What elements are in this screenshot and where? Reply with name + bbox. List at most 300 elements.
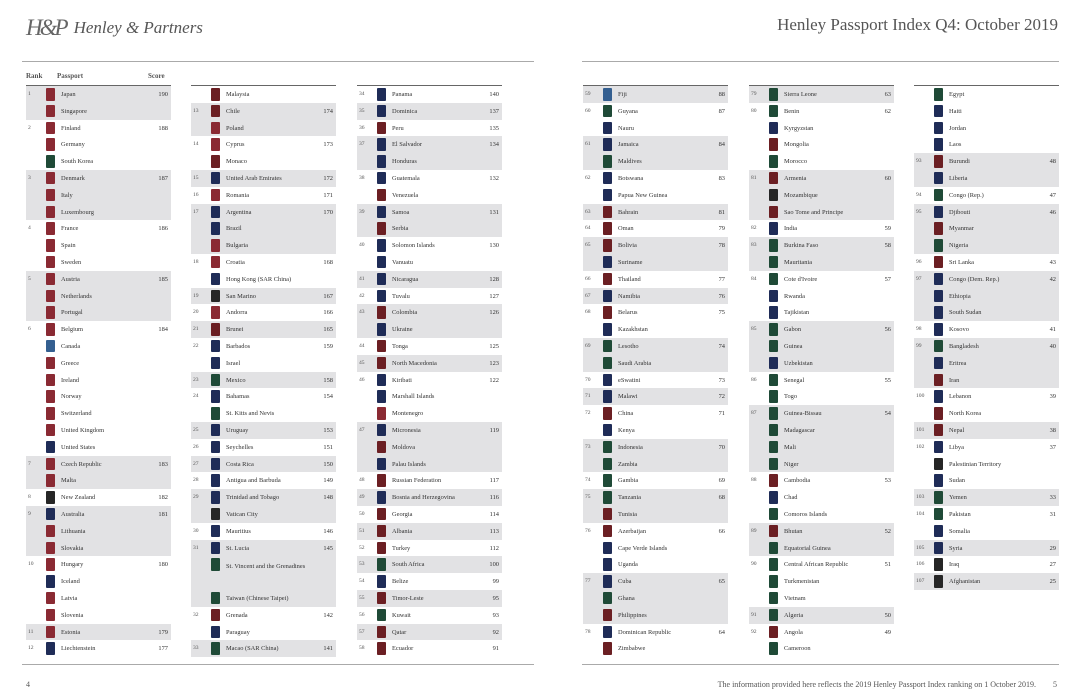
table-row [583, 86, 728, 103]
table-row [191, 355, 336, 372]
passport-cover-icon [211, 424, 220, 437]
table-row [583, 489, 728, 506]
country-name: United Arab Emirates [226, 174, 282, 182]
country-name: Guatemala [392, 174, 420, 182]
table-row [749, 405, 894, 422]
score-value: 117 [489, 477, 499, 485]
table-row [749, 489, 894, 506]
rank-value: 106 [916, 561, 925, 568]
table-row [26, 372, 171, 389]
score-value: 37 [1049, 443, 1056, 451]
country-name: Libya [949, 443, 964, 451]
table-row [26, 237, 171, 254]
passport-cover-icon [211, 122, 220, 135]
passport-cover-icon [769, 626, 778, 639]
table-row [749, 103, 894, 120]
country-name: Togo [784, 393, 798, 401]
country-name: Estonia [61, 628, 81, 636]
rank-value: 42 [359, 292, 365, 299]
country-name: Kuwait [392, 611, 411, 619]
country-name: Australia [61, 510, 85, 518]
table-row [914, 271, 1059, 288]
country-name: Sri Lanka [949, 258, 975, 266]
score-value: 148 [323, 494, 333, 502]
country-name: Hungary [61, 561, 84, 569]
passport-cover-icon [603, 458, 612, 471]
rank-value: 82 [751, 225, 757, 232]
country-name: Vietnam [784, 594, 806, 602]
table-row [191, 237, 336, 254]
country-name: Guinea [784, 342, 803, 350]
passport-cover-icon [377, 206, 386, 219]
passport-cover-icon [934, 239, 943, 252]
passport-cover-icon [377, 138, 386, 151]
passport-cover-icon [46, 642, 55, 655]
table-row [749, 237, 894, 254]
rank-value: 103 [916, 494, 925, 501]
passport-cover-icon [377, 558, 386, 571]
table-row [749, 472, 894, 489]
score-value: 92 [492, 628, 499, 636]
table-row [357, 355, 502, 372]
rank-value: 98 [916, 326, 922, 333]
country-name: Bhutan [784, 527, 803, 535]
score-value: 135 [489, 124, 499, 132]
table-row [191, 103, 336, 120]
passport-cover-icon [769, 172, 778, 185]
table-row [357, 204, 502, 221]
rank-value: 97 [916, 275, 922, 282]
table-row [914, 355, 1059, 372]
rank-value: 33 [193, 645, 199, 652]
passport-cover-icon [46, 138, 55, 151]
table-row [26, 86, 171, 103]
passport-cover-icon [211, 155, 220, 168]
country-name: Tanzania [618, 494, 641, 502]
table-row [191, 338, 336, 355]
table-row [357, 607, 502, 624]
passport-cover-icon [603, 424, 612, 437]
passport-cover-icon [934, 105, 943, 118]
rank-value: 44 [359, 342, 365, 349]
country-name: Bosnia and Herzegovina [392, 494, 455, 502]
passport-cover-icon [603, 155, 612, 168]
passport-cover-icon [934, 357, 943, 370]
country-name: Tunisia [618, 510, 637, 518]
country-name: Uzbekistan [784, 359, 813, 367]
ranking-column [749, 86, 894, 657]
rank-value: 1 [28, 91, 31, 97]
rank-value: 40 [359, 242, 365, 249]
passport-cover-icon [211, 239, 220, 252]
country-name: Lebanon [949, 393, 972, 401]
table-row [26, 624, 171, 641]
country-name: Czech Republic [61, 460, 102, 468]
passport-cover-icon [934, 155, 943, 168]
country-name: Equatorial Guinea [784, 544, 831, 552]
passport-cover-icon [377, 290, 386, 303]
table-row [583, 136, 728, 153]
rank-value: 63 [585, 208, 591, 215]
score-value: 183 [158, 460, 168, 468]
score-value: 43 [1049, 258, 1056, 266]
table-row [357, 136, 502, 153]
country-name: Laos [949, 141, 962, 149]
score-value: 64 [718, 628, 725, 636]
country-name: Norway [61, 393, 82, 401]
table-row [26, 523, 171, 540]
table-row [357, 120, 502, 137]
table-row [583, 204, 728, 221]
score-value: 33 [1049, 494, 1056, 502]
table-row [749, 271, 894, 288]
score-value: 81 [718, 208, 725, 216]
table-row [191, 422, 336, 439]
country-name: Indonesia [618, 443, 643, 451]
passport-cover-icon [211, 105, 220, 118]
score-value: 74 [718, 342, 725, 350]
score-value: 51 [884, 561, 891, 569]
passport-cover-icon [377, 357, 386, 370]
country-name: Haiti [949, 107, 962, 115]
table-row [26, 405, 171, 422]
country-name: Dominica [392, 107, 418, 115]
table-row [583, 237, 728, 254]
table-row [357, 220, 502, 237]
score-value: 182 [158, 494, 168, 502]
passport-cover-icon [769, 239, 778, 252]
table-row [191, 120, 336, 137]
country-name: China [618, 410, 634, 418]
rank-value: 2 [28, 124, 31, 131]
table-row [191, 405, 336, 422]
rank-value: 5 [28, 275, 31, 282]
passport-cover-icon [46, 390, 55, 403]
rank-value: 9 [28, 510, 31, 517]
country-name: Cambodia [784, 477, 811, 485]
table-row [914, 472, 1059, 489]
table-row [583, 439, 728, 456]
score-value: 170 [323, 208, 333, 216]
score-value: 142 [323, 611, 333, 619]
table-row [357, 472, 502, 489]
country-name: South Sudan [949, 309, 982, 317]
score-value: 79 [718, 225, 725, 233]
passport-cover-icon [46, 222, 55, 235]
passport-cover-icon [211, 542, 220, 555]
country-name: Qatar [392, 628, 407, 636]
rank-value: 17 [193, 208, 199, 215]
rank-value: 8 [28, 494, 31, 501]
country-name: Kosovo [949, 326, 969, 334]
table-row [191, 153, 336, 170]
score-value: 116 [489, 494, 499, 502]
table-row [583, 640, 728, 657]
top-rule-left [22, 61, 534, 62]
table-row [914, 237, 1059, 254]
table-row [749, 86, 894, 103]
table-row [749, 220, 894, 237]
table-row [26, 456, 171, 473]
passport-cover-icon [377, 323, 386, 336]
logo-monogram: H&P [26, 15, 66, 40]
passport-cover-icon [769, 592, 778, 605]
country-name: Malaysia [226, 91, 250, 98]
table-row [583, 422, 728, 439]
score-value: 127 [489, 292, 499, 300]
rank-value: 100 [916, 393, 925, 400]
score-value: 29 [1049, 544, 1056, 552]
table-row [357, 523, 502, 540]
passport-cover-icon [934, 323, 943, 336]
country-name: Slovakia [61, 544, 84, 552]
country-name: Comoros Islands [784, 510, 828, 518]
passport-cover-icon [769, 323, 778, 336]
table-row [191, 187, 336, 204]
table-row [191, 372, 336, 389]
passport-cover-icon [377, 491, 386, 504]
table-row [749, 170, 894, 187]
passport-cover-icon [377, 189, 386, 202]
rank-value: 49 [359, 494, 365, 501]
passport-cover-icon [934, 424, 943, 437]
rank-value: 67 [585, 292, 591, 299]
table-row [749, 590, 894, 607]
table-row [357, 405, 502, 422]
passport-cover-icon [46, 525, 55, 538]
passport-cover-icon [769, 256, 778, 269]
score-value: 95 [492, 594, 499, 602]
country-name: Mongolia [784, 141, 809, 149]
table-row [749, 372, 894, 389]
score-value: 125 [489, 342, 499, 350]
table-row [914, 204, 1059, 221]
table-row [914, 103, 1059, 120]
passport-cover-icon [46, 542, 55, 555]
passport-cover-icon [603, 474, 612, 487]
country-name: Malta [61, 477, 76, 485]
country-name: Switzerland [61, 410, 92, 418]
table-row [583, 187, 728, 204]
rank-value: 35 [359, 107, 365, 114]
score-value: 181 [158, 510, 168, 518]
document-title: Henley Passport Index Q4: October 2019 [777, 15, 1058, 34]
rank-value: 64 [585, 225, 591, 232]
country-name: United Kingdom [61, 426, 105, 434]
table-row [914, 254, 1059, 271]
score-value: 174 [323, 107, 333, 115]
country-name: Eritrea [949, 359, 967, 367]
table-row [357, 103, 502, 120]
score-value: 41 [1049, 326, 1056, 334]
score-value: 38 [1049, 426, 1056, 434]
rank-value: 59 [585, 91, 591, 97]
table-row [191, 640, 336, 657]
passport-cover-icon [934, 88, 943, 101]
passport-cover-icon [769, 542, 778, 555]
rank-value: 22 [193, 342, 199, 349]
rank-value: 81 [751, 174, 757, 181]
rank-value: 52 [359, 544, 365, 551]
table-row [583, 220, 728, 237]
country-name: Suriname [618, 258, 643, 266]
rank-value: 60 [585, 107, 591, 114]
table-row [914, 372, 1059, 389]
passport-cover-icon [46, 458, 55, 471]
country-name: Morocco [784, 158, 808, 166]
rank-value: 54 [359, 578, 365, 585]
passport-cover-icon [211, 290, 220, 303]
table-row [583, 388, 728, 405]
country-name: Congo (Dem. Rep.) [949, 275, 1000, 283]
country-name: Vanuatu [392, 258, 413, 266]
page-number-left: 4 [26, 680, 30, 689]
score-value: 63 [884, 91, 891, 98]
passport-cover-icon [934, 575, 943, 588]
passport-cover-icon [377, 642, 386, 655]
country-name: Monaco [226, 158, 247, 166]
passport-cover-icon [211, 306, 220, 319]
score-value: 154 [323, 393, 333, 401]
passport-cover-icon [46, 189, 55, 202]
table-row [914, 405, 1059, 422]
rank-value: 14 [193, 141, 199, 148]
passport-cover-icon [46, 491, 55, 504]
country-name: Malawi [618, 393, 638, 401]
score-value: 66 [718, 527, 725, 535]
table-row [26, 472, 171, 489]
score-value: 60 [884, 174, 891, 182]
score-value: 185 [158, 275, 168, 283]
score-value: 145 [323, 544, 333, 552]
country-name: Netherlands [61, 292, 92, 300]
passport-cover-icon [211, 508, 220, 521]
country-name: Sudan [949, 477, 965, 485]
country-name: Niger [784, 460, 799, 468]
rank-value: 43 [359, 309, 365, 316]
rank-value: 76 [585, 527, 591, 534]
country-name: Poland [226, 124, 244, 132]
table-row [191, 304, 336, 321]
passport-cover-icon [377, 340, 386, 353]
passport-cover-icon [769, 575, 778, 588]
passport-cover-icon [934, 172, 943, 185]
score-value: 186 [158, 225, 168, 233]
table-row [914, 556, 1059, 573]
country-name: United States [61, 443, 96, 451]
country-name: Rwanda [784, 292, 805, 300]
table-row [26, 254, 171, 271]
rank-value: 50 [359, 510, 365, 517]
score-value: 40 [1049, 342, 1056, 350]
country-name: Antigua and Barbuda [226, 477, 281, 485]
passport-cover-icon [211, 256, 220, 269]
country-name: Canada [61, 342, 81, 350]
country-name: Bangladesh [949, 342, 979, 350]
score-value: 114 [489, 510, 499, 518]
country-name: Ethiopia [949, 292, 971, 300]
passport-cover-icon [211, 323, 220, 336]
table-row [583, 624, 728, 641]
table-row [749, 153, 894, 170]
country-name: Venezuela [392, 191, 419, 199]
country-name: Mali [784, 443, 797, 451]
country-name: Romania [226, 191, 250, 199]
table-row [583, 103, 728, 120]
score-value: 151 [323, 443, 333, 451]
table-row [26, 103, 171, 120]
score-value: 88 [718, 91, 725, 98]
passport-cover-icon [377, 172, 386, 185]
score-value: 56 [884, 326, 891, 334]
country-name: Tuvalu [392, 292, 410, 300]
passport-cover-icon [934, 138, 943, 151]
rank-value: 99 [916, 342, 922, 349]
country-name: Mauritius [226, 527, 251, 535]
country-name: Luxembourg [61, 208, 94, 216]
rank-value: 37 [359, 141, 365, 148]
score-value: 168 [323, 258, 333, 266]
table-row [26, 338, 171, 355]
country-name: Congo (Rep.) [949, 191, 984, 199]
rank-value: 24 [193, 393, 199, 400]
country-name: Bolivia [618, 242, 637, 250]
country-name: Lesotho [618, 342, 639, 350]
rank-value: 57 [359, 628, 365, 635]
table-row [583, 321, 728, 338]
table-row [583, 271, 728, 288]
country-name: Azerbaijan [618, 527, 647, 535]
rank-value: 90 [751, 561, 757, 568]
country-name: Iceland [61, 578, 80, 586]
passport-cover-icon [769, 374, 778, 387]
passport-cover-icon [46, 88, 55, 101]
score-value: 83 [718, 174, 725, 182]
passport-cover-icon [46, 155, 55, 168]
passport-cover-icon [377, 239, 386, 252]
passport-cover-icon [46, 105, 55, 118]
table-row [26, 556, 171, 573]
country-name: Ukraine [392, 326, 413, 334]
country-name: Panama [392, 91, 413, 98]
country-name: Guinea-Bissau [784, 410, 822, 418]
table-row [914, 86, 1059, 103]
score-value: 42 [1049, 275, 1056, 283]
table-row [26, 607, 171, 624]
table-row [357, 439, 502, 456]
table-row [914, 523, 1059, 540]
passport-cover-icon [211, 474, 220, 487]
table-row [357, 624, 502, 641]
score-header: Score [148, 72, 165, 80]
table-row [191, 86, 336, 103]
table-row [26, 220, 171, 237]
passport-cover-icon [769, 508, 778, 521]
passport-cover-icon [46, 256, 55, 269]
passport-cover-icon [46, 239, 55, 252]
country-name: Sierra Leone [784, 91, 817, 98]
table-row [914, 422, 1059, 439]
table-row [26, 120, 171, 137]
passport-cover-icon [211, 592, 220, 605]
table-row [357, 540, 502, 557]
table-row [191, 523, 336, 540]
country-name: Tajikistan [784, 309, 810, 317]
country-name: Andorra [226, 309, 248, 317]
top-rule-right [582, 61, 1059, 62]
country-name: Yemen [949, 494, 967, 502]
rank-value: 56 [359, 611, 365, 618]
